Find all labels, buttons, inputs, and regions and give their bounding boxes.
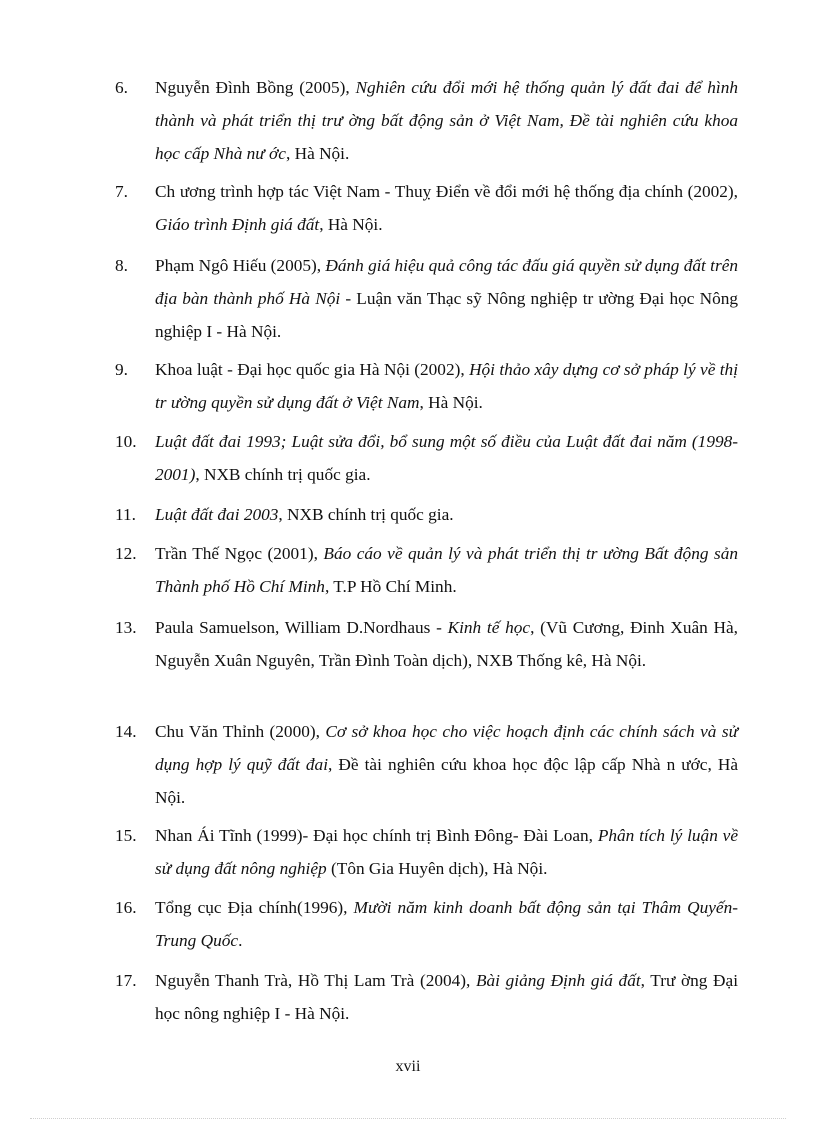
reference-segment: Paula Samuelson, William D.Nordhaus - bbox=[155, 618, 448, 637]
reference-segment: , NXB chính trị quốc gia. bbox=[278, 505, 454, 524]
reference-item-13 bbox=[115, 611, 738, 677]
reference-title: Hội thảo xây dựng cơ sở pháp lý về thị tr ường quyền sử dụng đất ở Việt Nam bbox=[155, 360, 738, 412]
reference-text bbox=[155, 353, 738, 419]
reference-number: 6. bbox=[115, 78, 128, 97]
page-number: xvii bbox=[395, 1058, 421, 1075]
reference-text bbox=[155, 71, 738, 170]
reference-number: 10. bbox=[115, 432, 137, 451]
reference-item-17 bbox=[115, 964, 738, 1030]
reference-text bbox=[155, 611, 738, 677]
reference-number: 13. bbox=[115, 618, 137, 637]
reference-title: Luật đất đai 1993; Luật sửa đổi, bổ sung một số điều của Luật đất đai năm (1998-2001) bbox=[155, 432, 738, 484]
reference-segment: Chu Văn Thỉnh (2000), bbox=[155, 722, 326, 741]
reference-text bbox=[155, 537, 738, 603]
reference-segment: Khoa luật - Đại học quốc gia Hà Nội (2002), bbox=[155, 360, 470, 379]
reference-text bbox=[155, 891, 738, 957]
reference-item-7 bbox=[115, 175, 738, 241]
reference-item-8 bbox=[115, 249, 738, 348]
reference-item-16 bbox=[115, 891, 738, 957]
reference-item-15 bbox=[115, 819, 738, 885]
reference-segment: - Luận văn Thạc sỹ Nông nghiệp tr ường Đại học Nông nghiệp I - Hà Nội. bbox=[155, 289, 738, 341]
reference-segment: Tổng cục Địa chính(1996), bbox=[155, 898, 354, 917]
reference-segment: Ch ương trình hợp tác Việt Nam - Thuỵ Điển về đổi mới hệ thống địa chính (2002), bbox=[155, 182, 738, 201]
reference-number: 15. bbox=[115, 826, 137, 845]
reference-item-12 bbox=[115, 537, 738, 603]
reference-text bbox=[155, 425, 738, 491]
reference-item-14 bbox=[115, 715, 738, 814]
reference-number: 11. bbox=[115, 505, 136, 524]
reference-item-11 bbox=[115, 498, 738, 531]
reference-text bbox=[155, 964, 738, 1030]
reference-item-6 bbox=[115, 71, 738, 170]
reference-text bbox=[155, 819, 738, 885]
reference-number: 14. bbox=[115, 722, 137, 741]
reference-text bbox=[155, 715, 738, 814]
reference-segment: (Tôn Gia Huyên dịch), Hà Nội. bbox=[326, 859, 548, 878]
reference-text bbox=[155, 175, 738, 241]
reference-number: 8. bbox=[115, 256, 128, 275]
reference-segment: , Hà Nội. bbox=[419, 393, 483, 412]
reference-title: Đánh giá hiệu quả công tác đấu giá quyền sử dụng đất trên địa bàn thành phố Hà Nội bbox=[155, 256, 739, 308]
reference-segment: , NXB chính trị quốc gia. bbox=[195, 465, 371, 484]
reference-number: 12. bbox=[115, 544, 137, 563]
reference-number: 7. bbox=[115, 182, 128, 201]
reference-segment: , Hà Nội. bbox=[285, 144, 350, 163]
reference-title: Mười năm kinh doanh bất động sản tại Thâm Quyến-Trung Quốc bbox=[155, 898, 738, 950]
reference-segment: , (Vũ Cương, Đinh Xuân Hà, Nguyễn Xuân Nguyên, Trần Đình Toàn dịch), NXB Thống kê, Hà Nội. bbox=[155, 618, 738, 670]
reference-title: Báo cáo về quản lý và phát triển thị tr ường Bất động sản Thành phố Hồ Chí Minh bbox=[155, 544, 738, 596]
reference-title: Phân tích lý luận về sử dụng đất nông nghiệp bbox=[155, 826, 738, 878]
reference-segment: , Trư ờng Đại học nông nghiệp I - Hà Nội. bbox=[155, 971, 739, 1023]
reference-title: Cơ sở khoa học cho việc hoạch định các chính sách và sử dụng hợp lý quỹ đất đai bbox=[155, 722, 738, 774]
reference-title: Bài giảng Định giá đất bbox=[475, 971, 641, 990]
reference-title: Giáo trình Định giá đất bbox=[155, 215, 320, 234]
reference-segment: Nguyễn Thanh Trà, Hồ Thị Lam Trà (2004), bbox=[155, 971, 476, 990]
reference-title: Luật đất đai 2003 bbox=[155, 505, 279, 524]
reference-number: 17. bbox=[115, 971, 137, 990]
page-bottom-divider bbox=[30, 1118, 786, 1119]
reference-segment: Nguyễn Đình Bồng (2005), bbox=[155, 78, 356, 97]
reference-number: 16. bbox=[115, 898, 137, 917]
reference-title: Nghiên cứu đổi mới hệ thống quản lý đất đai để hình thành và phát triển thị trư ờng bất động sản ở Việt Nam, Đề tài nghiên cứu khoa học cấp Nhà nư ớc bbox=[155, 78, 738, 163]
reference-segment: Trần Thế Ngọc (2001), bbox=[155, 544, 324, 563]
reference-text bbox=[155, 249, 738, 348]
reference-item-10 bbox=[115, 425, 738, 491]
reference-segment: , Đề tài nghiên cứu khoa học độc lập cấp Nhà n ước, Hà Nội. bbox=[155, 755, 738, 807]
reference-item-9 bbox=[115, 353, 738, 419]
reference-segment: Nhan Ái Tĩnh (1999)- Đại học chính trị Bình Đông- Đài Loan, bbox=[155, 826, 598, 845]
reference-text bbox=[155, 498, 738, 531]
reference-segment: , Hà Nội. bbox=[319, 215, 383, 234]
reference-segment: Phạm Ngô Hiếu (2005), bbox=[155, 256, 326, 275]
reference-title: Kinh tế học bbox=[447, 618, 531, 637]
reference-number: 9. bbox=[115, 360, 128, 379]
reference-segment: . bbox=[238, 931, 243, 950]
reference-segment: , T.P Hồ Chí Minh. bbox=[324, 577, 457, 596]
